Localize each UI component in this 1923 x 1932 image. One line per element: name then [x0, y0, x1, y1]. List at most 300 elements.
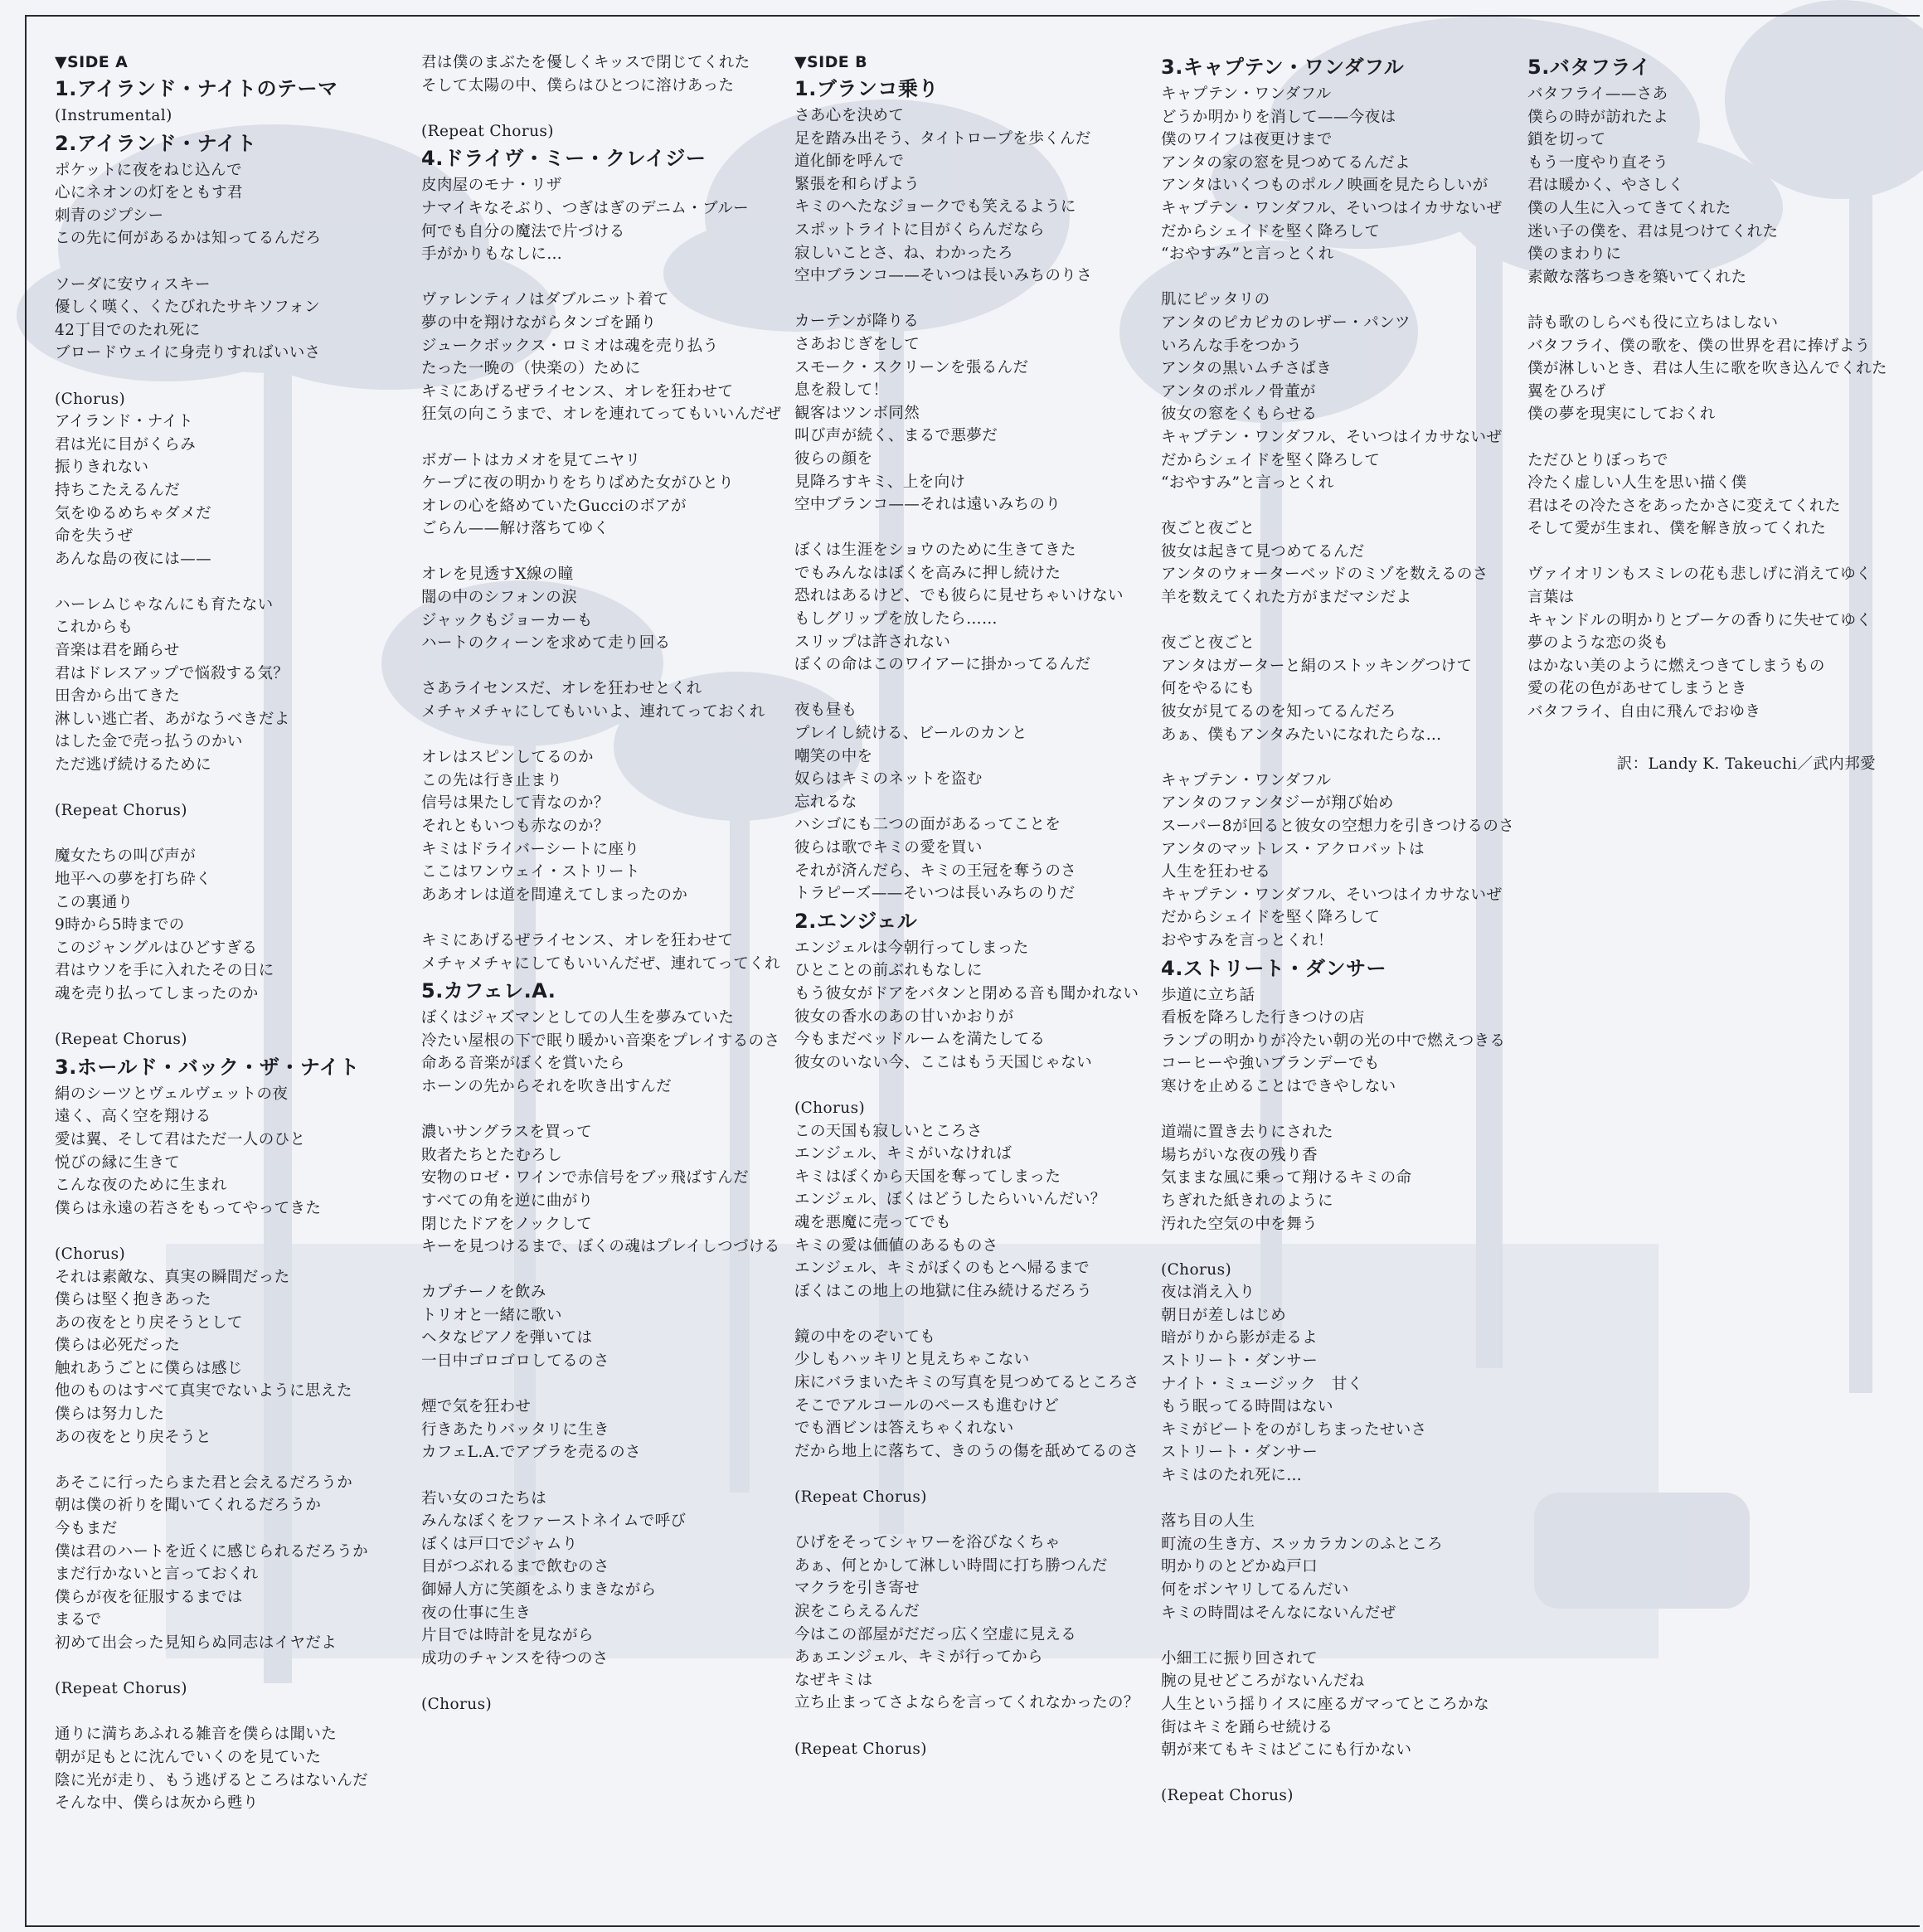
lyric-line: 陰に光が走り、もう逃げるところはないんだ: [55, 1771, 369, 1789]
translator-credit: 訳：Landy K. Takeuchi／武内邦愛: [1616, 755, 1876, 774]
lyric-line: 命ある音楽がぼくを賞いたら: [421, 1055, 625, 1073]
lyric-line: メチャメチャにしてもいいんだぜ、連れてってくれ: [421, 954, 781, 973]
lyric-line: どうか明かりを消して——今夜は: [1161, 108, 1396, 126]
lyric-line: 詩も歌のしらべも役に立ちはしない: [1527, 313, 1779, 332]
lyric-line: もう眠ってる時間はない: [1161, 1398, 1333, 1416]
lyrics-column-5: [1527, 51, 1887, 776]
lyric-line: アンタはガーターと絹のストッキングつけて: [1161, 657, 1473, 675]
lyric-line: 御婦人方に笑顔をふりまきながら: [421, 1581, 657, 1599]
lyric-line: (Chorus): [55, 1245, 126, 1263]
lyric-line: 叫び声が続く、まるで悪夢だ: [794, 427, 998, 445]
lyric-line: 濃いサングラスを買って: [421, 1124, 593, 1142]
lyric-line: ホーンの先からそれを吹き出すんだ: [421, 1077, 673, 1095]
lyric-line: 人生という揺りイスに座るガマってところかな: [1161, 1695, 1489, 1713]
lyric-line: たった一晩の（快楽の）ために: [421, 360, 641, 378]
lyric-line: 夜は消え入り: [1161, 1284, 1255, 1302]
lyric-line: あぁエンジェル、キミが行ってから: [794, 1648, 1043, 1667]
lyric-line: カプチーノを飲み: [421, 1284, 546, 1302]
lyric-line: 素敵な落ちつきを築いてくれた: [1527, 268, 1747, 286]
lyric-line: 寂しいことさ、ね、わかったろ: [794, 244, 1013, 262]
lyric-line: ハートのクィーンを求めて走り回る: [421, 634, 671, 653]
stanza-break: [794, 1715, 1151, 1738]
lyric-line: 僕は君のハートを近くに感じられるだろうか: [55, 1542, 369, 1561]
lyric-line: 息を殺して！: [794, 381, 889, 400]
lyric-line: アンタの家の窓を見つめてるんだよ: [1161, 153, 1411, 172]
lyric-line: スーパー8が回ると彼女の空想力を引きつけるのさ: [1161, 818, 1515, 835]
lyric-line: あぁ、僕もアンタみたいになれたらな…: [1161, 726, 1442, 744]
lyric-line: バタフライ、僕の歌を、僕の世界を君に捧げよう: [1527, 337, 1871, 355]
lyric-line: 羊を数えてくれた方がまだマシだよ: [1161, 589, 1412, 607]
stanza-break: [421, 1670, 778, 1693]
stanza-break: [55, 1701, 411, 1724]
lyric-line: さあおじぎをして: [794, 335, 920, 353]
lyric-line: ジュークボックス・ロミオは魂を売り払う: [421, 337, 719, 355]
lyric-line: (Repeat Chorus): [1161, 1787, 1294, 1805]
lyric-line: エンジェルは今朝行ってしまった: [794, 939, 1029, 957]
lyrics-column-2: [421, 51, 782, 1716]
lyric-line: (Repeat Chorus): [794, 1740, 927, 1758]
lyric-line: 心にネオンの灯をともす君: [55, 184, 243, 202]
lyric-line: それともいつも赤なのか？: [421, 818, 609, 835]
lyric-line: “おやすみ”と言っとくれ: [1161, 474, 1334, 493]
lyric-line: この先は行き止まり: [421, 771, 563, 789]
stanza-break: [1161, 1235, 1518, 1259]
lyric-line: キャプテン・ワンダフル: [1161, 771, 1332, 789]
stanza-break: [1161, 1762, 1518, 1785]
lyric-line: キミの愛は価値のあるものさ: [794, 1236, 998, 1255]
lyric-line: 嘲笑の中を: [794, 747, 873, 765]
stanza-break: [55, 1449, 411, 1472]
stanza-break: [421, 1464, 778, 1488]
stanza-break: [1527, 426, 1876, 449]
side-heading: ▼SIDE A: [55, 53, 129, 71]
lyric-line: おやすみを言っとくれ！: [1161, 931, 1333, 949]
lyric-line: この先に何があるかは知ってるんだろ: [55, 230, 322, 248]
lyric-line: ぼくは生涯をショウのために生きてきた: [794, 541, 1076, 560]
lyric-line: 空中ブランコ——それは遠いみちのり: [794, 496, 1061, 514]
stanza-break: [794, 1463, 1151, 1486]
lyric-line: 命を失うぜ: [55, 527, 134, 546]
lyric-line: そして愛が生まれ、僕を解き放ってくれた: [1527, 520, 1827, 538]
lyric-line: だから地上に落ちて、きのうの傷を舐めてるのさ: [794, 1442, 1139, 1460]
lyric-line: 肌にピッタリの: [1161, 291, 1270, 309]
lyric-line: 鏡の中をのぞいても: [794, 1328, 936, 1346]
stanza-break: [1527, 289, 1876, 312]
side-heading: ▼SIDE B: [794, 53, 868, 71]
lyric-line: まだ行かないと言っておくれ: [55, 1566, 259, 1584]
lyric-line: 持ちこたえるんだ: [55, 481, 181, 499]
lyric-line: オレはスピンしてるのか: [421, 749, 594, 767]
song-title: 5.バタフライ: [1527, 56, 1651, 79]
lyric-line: それは素敵な、真実の瞬間だった: [55, 1268, 290, 1286]
lyric-line: あんな島の夜には——: [55, 550, 212, 568]
stanza-break: [794, 1074, 1151, 1097]
lyric-line: (Repeat Chorus): [55, 1031, 187, 1049]
lyric-line: 落ち目の人生: [1161, 1512, 1255, 1531]
lyric-line: キミのへたなジョークでも笑えるように: [794, 198, 1076, 216]
lyric-line: 君は暖かく、やさしく: [1527, 177, 1684, 195]
lyric-line: ハシゴにも二つの面があるってことを: [794, 816, 1061, 834]
lyric-line: キミにあげるぜライセンス、オレを狂わせて: [421, 382, 734, 400]
lyric-line: 何をやるにも: [1161, 680, 1255, 698]
lyric-line: 一日中ゴロゴロしてるのさ: [421, 1352, 609, 1371]
lyric-line: 今はこの部屋がだだっ広く空虚に見える: [794, 1625, 1077, 1643]
lyric-line: 安物のロゼ・ワインで赤信号をブッ飛ばすんだ: [421, 1169, 750, 1187]
lyric-line: 地平への夢を打ち砕く: [55, 871, 212, 888]
lyric-line: ストリート・ダンサー: [1161, 1444, 1318, 1462]
lyric-line: そんな中、僕らは灰から甦り: [55, 1794, 259, 1813]
lyric-line: でも酒ビンは答えちゃくれない: [794, 1420, 1014, 1438]
lyric-line: キミがビートをのがしちまったせいさ: [1161, 1420, 1427, 1439]
stanza-break: [421, 724, 778, 747]
lyric-line: すべての角を逆に曲がり: [421, 1192, 594, 1210]
lyric-line: あそこに行ったらまた君と会えるだろうか: [55, 1473, 353, 1492]
stanza-break: [1527, 724, 1876, 747]
lyric-line: トラピーズ——そいつは長いみちのりだ: [794, 885, 1076, 903]
lyric-line: 優しく嘆く、くたびれたサキソフォン: [55, 299, 321, 317]
lyric-line: 暗がりから影が走るよ: [1161, 1329, 1318, 1347]
lyric-line: 僕のワイフは夜更けまで: [1161, 131, 1333, 149]
lyric-line: 閉じたドアをノックして: [421, 1215, 593, 1233]
lyric-line: 朝日が差しはじめ: [1161, 1306, 1287, 1324]
lyric-line: 彼女が見てるのを知ってるんだろ: [1161, 703, 1396, 721]
lyric-line: ちぎれた紙きれのように: [1161, 1192, 1333, 1210]
lyric-line: 行きあたりバッタリに生き: [421, 1420, 609, 1439]
lyric-line: 観客はツンボ同然: [794, 404, 920, 422]
lyric-line: 夜の仕事に生き: [421, 1604, 532, 1622]
lyric-line: アンタのポルノ骨董が: [1161, 382, 1316, 400]
lyric-line: 皮肉屋のモナ・リザ: [421, 177, 562, 195]
lyric-line: 今もまだ: [55, 1520, 118, 1538]
lyric-line: 遠く、高く空を翔ける: [55, 1108, 211, 1126]
lyric-line: 愛は翼、そして君はただ一人のひと: [55, 1130, 306, 1148]
lyric-line: 緊張を和らげよう: [794, 175, 920, 193]
lyric-line: さあライセンスだ、オレを狂わせとくれ: [421, 680, 702, 698]
lyric-line: キミの時間はそんなにないんだぜ: [1161, 1604, 1396, 1622]
lyric-line: 彼女は起きて見つめてるんだ: [1161, 542, 1365, 561]
lyric-line: 歩道に立ち話: [1161, 986, 1255, 1004]
lyric-line: (Chorus): [1161, 1260, 1232, 1279]
lyric-line: ぼくは戸口でジャムり: [421, 1535, 578, 1553]
stanza-break: [55, 250, 411, 274]
lyric-line: ヴァイオリンもスミレの花も悲しげに消えてゆく: [1527, 566, 1872, 584]
lyric-line: 寒けを止めることはできやしない: [1161, 1077, 1396, 1095]
lyric-line: 触れあうごとに僕らは感じ: [55, 1359, 243, 1377]
lyric-line: 恐れはあるけど、でも彼らに見せちゃいけない: [794, 587, 1124, 605]
lyric-line: アイランド・ナイト: [55, 413, 194, 431]
stanza-break: [421, 1099, 778, 1122]
lyric-line: 君は僕のまぶたを優しくキッスで閉じてくれた: [421, 54, 750, 71]
lyric-line: ソーダに安ウィスキー: [55, 275, 211, 294]
lyric-line: 9時から5時までの: [55, 916, 185, 934]
stanza-break: [794, 1303, 1151, 1326]
lyric-line: (Repeat Chorus): [421, 122, 554, 140]
lyric-line: 翼をひろげ: [1527, 382, 1606, 400]
lyric-line: ハーレムじゃなんにも育たない: [55, 595, 274, 614]
lyrics-column-1: [55, 51, 411, 1815]
lyric-line: 夢のような恋の炎も: [1527, 634, 1669, 653]
lyric-line: 他のものはすべて真実でないように思えた: [55, 1382, 352, 1400]
lyric-line: 立ち止まってさよならを言ってくれなかったの？: [794, 1694, 1139, 1712]
lyric-line: 気ままな風に乗って翔けるキミの命: [1161, 1169, 1412, 1187]
lyric-line: ナマイキなそぶり、つぎはぎのデニム・ブルー: [421, 199, 750, 217]
stanza-break: [1161, 1624, 1518, 1648]
lyric-line: 夜ごと夜ごと: [1161, 634, 1255, 653]
lyric-line: 僕らの時が訪れたよ: [1527, 108, 1669, 126]
lyric-line: 見降ろすキミ、上を向け: [794, 473, 966, 491]
lyric-line: 街はキミを踊らせ続ける: [1161, 1718, 1333, 1736]
lyric-line: でもみんなはぼくを高みに押し続けた: [794, 564, 1061, 582]
lyric-line: 魂を売り払ってしまったのか: [55, 984, 259, 1002]
lyric-line: 僕らが夜を征服するまでは: [55, 1588, 243, 1606]
stanza-break: [794, 517, 1151, 540]
lyric-line: 何でも自分の魔法で片づける: [421, 222, 625, 240]
lyric-line: 冷たく虚しい人生を思い描く僕: [1527, 474, 1747, 493]
lyric-line: 気をゆるめちゃダメだ: [55, 504, 212, 522]
song-title: 4.ストリート・ダンサー: [1161, 956, 1387, 980]
lyric-line: スポットライトに目がくらんだなら: [794, 221, 1045, 239]
lyric-line: いろんな手をつかう: [1161, 337, 1303, 355]
lyric-line: メチャメチャにしてもいいよ、連れてっておくれ: [421, 703, 765, 721]
lyric-line: カーテンが降りる: [794, 313, 920, 331]
lyric-line: 僕のまわりに: [1527, 245, 1622, 264]
lyric-line: 魂を悪魔に売ってでも: [794, 1213, 952, 1231]
lyric-line: もう一度やり直そう: [1527, 153, 1669, 172]
lyric-line: マクラを引き寄せ: [794, 1580, 920, 1598]
lyric-line: 彼らは歌でキミの愛を買い: [794, 839, 983, 857]
lyric-line: 何をボンヤリしてるんだい: [1161, 1581, 1349, 1599]
stanza-break: [55, 365, 411, 388]
lyric-line: ぼくの命はこのワイアーに掛かってるんだ: [794, 656, 1091, 674]
lyric-line: ヴァレンティノはダブルニット着て: [421, 291, 669, 309]
lyric-line: ケープに夜の明かりをちりばめた女がひとり: [421, 474, 735, 493]
stanza-break: [55, 777, 411, 800]
lyric-line: 彼女の窓をくもらせる: [1161, 405, 1318, 424]
lyric-line: ストリート・ダンサー: [1161, 1352, 1318, 1371]
stanza-break: [55, 1220, 411, 1243]
lyric-line: 信号は果たして青なのか？: [421, 794, 609, 813]
lyric-line: ぼくはこの地上の地獄に住み続けるだろう: [794, 1282, 1093, 1300]
stanza-break: [1161, 1099, 1518, 1122]
lyric-line: アンタのウォーターベッドのミゾを数えるのさ: [1161, 566, 1488, 584]
lyric-line: カフェL.A.でアブラを売るのさ: [421, 1444, 641, 1462]
lyrics-column-3: [794, 51, 1151, 1760]
lyric-line: アンタのマットレス・アクロバットは: [1161, 840, 1425, 858]
lyric-line: (Repeat Chorus): [794, 1488, 927, 1507]
lyric-line: 奴らはキミのネットを盗む: [794, 770, 983, 789]
lyric-line: 汚れた空気の中を舞う: [1161, 1215, 1318, 1233]
song-title: 2.アイランド・ナイト: [55, 131, 257, 155]
lyric-line: 迷い子の僕を、君は見つけてくれた: [1527, 222, 1779, 240]
stanza-break: [421, 1259, 778, 1282]
stanza-break: [55, 823, 411, 846]
stanza-break: [794, 1509, 1151, 1532]
lyric-line: ブロードウェイに身売りすればいいさ: [55, 344, 321, 362]
lyric-line: ジャックもジョーカーも: [421, 611, 593, 629]
lyric-line: エンジェル、キミがぼくのもとへ帰るまで: [794, 1260, 1090, 1278]
lyric-line: キャプテン・ワンダフル、そいつはイカサないぜ: [1161, 428, 1503, 446]
lyric-line: アンタのファンタジーが翔び始め: [1161, 794, 1394, 813]
lyric-line: エンジェル、キミがいなければ: [794, 1145, 1012, 1163]
lyric-line: 敗者たちとたむろし: [421, 1146, 563, 1164]
stanza-break: [1527, 541, 1876, 564]
lyric-line: ただ逃げ続けるために: [55, 756, 212, 774]
lyric-line: ヘタなピアノを弾いては: [421, 1329, 593, 1347]
lyric-line: キミはのたれ死に…: [1161, 1467, 1303, 1485]
lyric-line: 狂気の向こうまで、オレを連れてってもいいんだぜ: [421, 405, 782, 424]
lyric-line: 夜ごと夜ごと: [1161, 520, 1255, 538]
lyric-line: 片目では時計を見ながら: [421, 1627, 594, 1645]
lyric-line: だからシェイドを堅く降ろして: [1161, 222, 1381, 240]
lyric-line: 悦びの縁に生きて: [55, 1153, 181, 1172]
lyric-line: バタフライ、自由に飛んでおゆき: [1527, 703, 1761, 721]
lyric-line: アンタのピカピカのレザー・パンツ: [1161, 313, 1411, 332]
stanza-break: [421, 97, 778, 120]
lyric-line: 鎖を切って: [1527, 131, 1606, 149]
lyric-line: 今もまだベッドルームを満たしてる: [794, 1031, 1046, 1049]
lyric-line: 言葉は: [1527, 589, 1575, 607]
lyric-line: キャプテン・ワンダフル: [1161, 85, 1332, 103]
lyric-line: 闇の中のシフォンの涙: [421, 589, 578, 607]
stanza-break: [421, 655, 778, 678]
lyric-line: キミにあげるぜライセンス、オレを狂わせて: [421, 931, 734, 949]
stanza-break: [794, 288, 1151, 311]
lyric-line: ひとことの前ぶれもなしに: [794, 962, 983, 980]
lyric-line: (Repeat Chorus): [55, 802, 187, 820]
lyric-line: 僕が淋しいとき、君は人生に歌を吹き込んでくれた: [1527, 360, 1887, 378]
lyric-line: 僕らは堅く抱きあった: [55, 1291, 211, 1309]
lyric-line: スリップは許されない: [794, 633, 951, 651]
lyric-line: もしグリップを放したら……: [794, 610, 998, 629]
lyric-line: キミはぼくから天国を奪ってしまった: [794, 1167, 1061, 1186]
lyric-line: キャプテン・ワンダフル、そいつはイカサないぜ: [1161, 199, 1503, 217]
lyric-line: 腕の見せどころがないんだね: [1161, 1672, 1365, 1691]
song-title: 4.ドライヴ・ミー・クレイジー: [421, 147, 707, 171]
lyric-line: あぁ、何とかして淋しい時間に打ち勝つんだ: [794, 1556, 1108, 1575]
lyric-line: コーヒーや強いブランデーでも: [1161, 1055, 1380, 1073]
lyric-line: アンタはいくつものポルノ映画を見たらしいが: [1161, 177, 1488, 195]
stanza-break: [55, 1006, 411, 1029]
lyric-line: 町流の生き方、スッカラカンのふところ: [1161, 1535, 1444, 1553]
lyric-line: 君はウソを手に入れたその日に: [55, 962, 274, 980]
lyric-line: 君はドレスアップで悩殺する気？: [55, 664, 289, 682]
lyric-line: 音楽は君を踊らせ: [55, 642, 180, 660]
lyric-line: 僕らは必死だった: [55, 1337, 181, 1355]
lyric-line: だからシェイドを堅く降ろして: [1161, 909, 1381, 927]
lyric-line: 明かりのとどかぬ戸口: [1161, 1558, 1318, 1576]
lyric-line: ああオレは道を間違えてしまったのか: [421, 886, 688, 904]
lyric-line: アンタの黒いムチさばき: [1161, 360, 1333, 378]
lyric-line: 涙をこらえるんだ: [794, 1603, 920, 1620]
lyric-line: 淋しい逃亡者、あがなうべきだよ: [55, 710, 290, 728]
lyric-line: 道化師を呼んで: [794, 153, 905, 171]
lyric-line: トリオと一緒に歌い: [421, 1306, 562, 1324]
lyric-line: 彼女の香水のあの甘いかおりが: [794, 1007, 1014, 1026]
lyric-line: 42丁目でのたれ死に: [55, 321, 201, 339]
song-title: 1.アイランド・ナイトのテーマ: [55, 77, 338, 100]
lyric-line: 僕の夢を現実にしておくれ: [1527, 405, 1716, 424]
lyric-line: もう彼女がドアをバタンと閉める音も聞かれない: [794, 984, 1139, 1002]
lyric-line: 目がつぶれるまで飲むのさ: [421, 1558, 609, 1576]
lyric-line: バタフライ——さあ: [1527, 85, 1668, 103]
lyric-line: 僕らは永遠の若さをもってやってきた: [55, 1199, 322, 1217]
stanza-break: [1161, 495, 1518, 518]
lyric-line: 僕の人生に入ってきてくれた: [1527, 199, 1731, 217]
stanza-break: [55, 1655, 411, 1678]
lyric-line: 手がかりもなしに…: [421, 245, 563, 264]
stanza-break: [1161, 1488, 1518, 1511]
lyric-line: 朝は僕の祈りを聞いてくれるだろうか: [55, 1497, 322, 1515]
lyric-line: 僕らは努力した: [55, 1405, 165, 1424]
lyric-line: 人生を狂わせる: [1161, 863, 1271, 881]
lyric-line: ナイト・ミュージック 甘く: [1161, 1375, 1363, 1393]
lyric-line: エンジェル、ぼくはどうしたらいいんだい？: [794, 1191, 1106, 1209]
lyric-line: 忘れるな: [794, 793, 857, 811]
lyric-line: ここはワンウェイ・ストリート: [421, 863, 640, 881]
lyric-line: (Chorus): [794, 1099, 866, 1117]
lyric-line: 朝が来てもキミはどこにも行かない: [1161, 1741, 1412, 1760]
lyric-line: 愛の花の色があせてしまうとき: [1527, 680, 1747, 698]
lyric-line: 彼女のいない今、ここはもう天国じゃない: [794, 1053, 1093, 1071]
lyric-line: 田舎から出てきた: [55, 687, 181, 706]
lyric-line: 彼らの顔を: [794, 449, 873, 468]
lyric-line: ごらん——解け落ちてゆく: [421, 520, 609, 538]
lyric-line: スモーク・スクリーンを張るんだ: [794, 358, 1029, 376]
song-title: 3.ホールド・バック・ザ・ナイト: [55, 1055, 360, 1079]
lyric-line: 空中ブランコ——そいつは長いみちのりさ: [794, 267, 1093, 285]
lyric-line: (Instrumental): [55, 107, 172, 124]
lyric-line: 看板を降ろした行きつけの店: [1161, 1009, 1365, 1027]
lyric-line: 若い女のコたちは: [421, 1489, 547, 1507]
lyric-line: 成功のチャンスを待つのさ: [421, 1649, 609, 1667]
lyric-line: 道端に置き去りにされた: [1161, 1124, 1333, 1142]
lyric-line: はした金で売っ払うのかい: [55, 733, 243, 751]
lyric-line: なぜキミは: [794, 1671, 873, 1689]
lyric-line: 通りに満ちあふれる雑音を僕らは聞いた: [55, 1726, 337, 1744]
stanza-break: [421, 266, 778, 289]
lyric-line: 刺青のジプシー: [55, 206, 164, 225]
lyric-line: キャプテン・ワンダフル、そいつはイカサないぜ: [1161, 886, 1503, 904]
lyric-line: “おやすみ”と言っとくれ: [1161, 245, 1334, 264]
lyric-line: 夢の中を翔けながらタンゴを踊り: [421, 313, 657, 332]
lyric-line: そこでアルコールのペースも進むけど: [794, 1396, 1060, 1415]
lyric-line: さあ心を決めて: [794, 107, 905, 124]
lyric-line: はかない美のように燃えつきてしまうもの: [1527, 657, 1825, 675]
lyric-line: 朝が足もとに沈んでいくのを見ていた: [55, 1748, 322, 1766]
song-title: 5.カフェレ.A.: [421, 979, 556, 1003]
lyric-line: ボガートはカメオを見てニヤリ: [421, 451, 641, 469]
lyric-line: 夜も昼も: [794, 701, 857, 720]
lyric-line: 煙で気を狂わせ: [421, 1398, 532, 1416]
lyric-line: ポケットに夜をねじ込んで: [55, 161, 242, 179]
lyric-line: オレを見透すX線の瞳: [421, 566, 574, 584]
lyric-line: ただひとりぼっちで: [1527, 451, 1668, 469]
lyric-line: オレの心を絡めていたGucciのボアが: [421, 497, 687, 515]
lyric-line: だからシェイドを堅く降ろして: [1161, 451, 1381, 469]
lyric-line: 君はその冷たさをあったかさに変えてくれた: [1527, 497, 1841, 515]
lyric-line: プレイし続ける、ビールのカンと: [794, 725, 1027, 743]
stanza-break: [1161, 609, 1518, 633]
lyric-line: 小細工に振り回されて: [1161, 1649, 1318, 1667]
song-title: 1.ブランコ乗り: [794, 77, 939, 100]
lyric-line: キミはドライバーシートに座り: [421, 840, 640, 858]
song-title: 3.キャプテン・ワンダフル: [1161, 56, 1405, 79]
lyric-line: あの夜をとり戻そうとして: [55, 1313, 243, 1332]
lyric-line: 君は光に目がくらみ: [55, 435, 197, 454]
lyric-line: ひげをそってシャワーを浴びなくちゃ: [794, 1534, 1061, 1552]
lyric-line: 冷たい屋根の下で眠り暖かい音楽をプレイするのさ: [421, 1032, 780, 1050]
lyric-line: ぼくはジャズマンとしての人生を夢みていた: [421, 1009, 735, 1027]
